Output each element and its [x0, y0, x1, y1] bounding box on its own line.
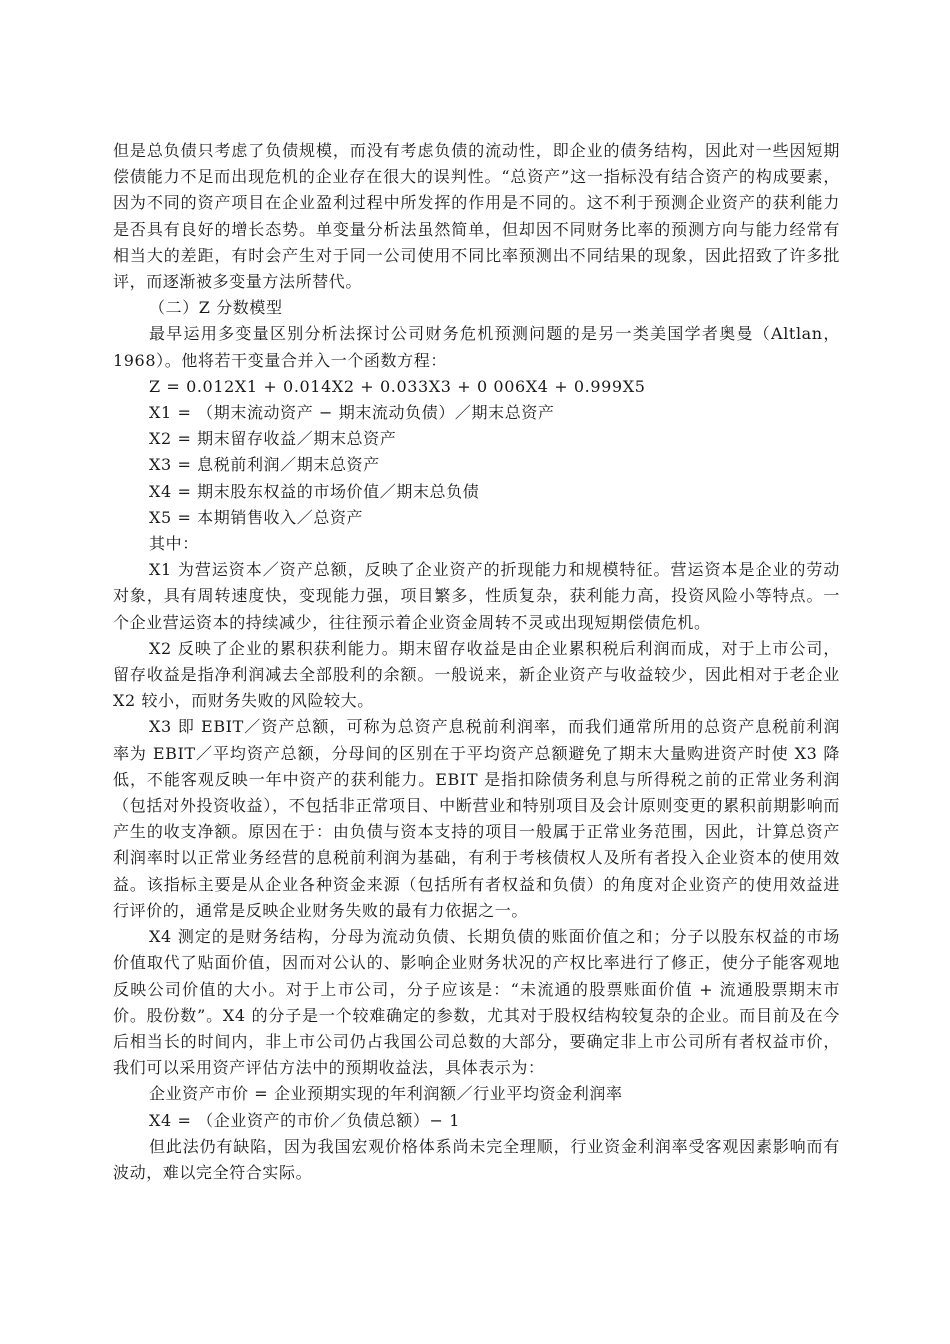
- formula-z-score: Z = 0.012X1 + 0.014X2 + 0.033X3 + 0 006X4 + 0.999X5: [149, 376, 646, 396]
- paragraph-x1-explanation: X1 为营运资本／资产总额，反映了企业资产的折现能力和规模特征。营运资本是企业的劳动对象，具有周转速度快，变现能力强，项目繁多，性质复杂，获利能力高，投资风险小等特点。一个企业营运资本的持续减少，往往预示着企业资金周转不灵或出现短期偿债危机。: [113, 560, 840, 632]
- definition-x1: X1 = （期末流动资产 − 期末流动负债）／期末总资产: [149, 403, 555, 423]
- section-heading-z-score: （二）Z 分数模型: [149, 298, 283, 318]
- formula-x4-alt: X4 = （企业资产的市价／负债总额）− 1: [149, 1110, 461, 1130]
- definition-x3: X3 = 息税前利润／期末总资产: [149, 455, 380, 475]
- document-body: [113, 138, 840, 1186]
- paragraph-total-liabilities: 但是总负债只考虑了负债规模，而没有考虑负债的流动性，即企业的债务结构，因此对一些因短期偿债能力不足而出现危机的企业存在很大的误判性。“总资产”这一指标没有结合资产的构成要素，因为不同的资产项目在企业盈利过程中所发挥的作用是不同的。这不利于预测企业资产的获利能力是否具有良好的增长态势。单变量分析法虽然简单，但却因不同财务比率的预测方向与能力经常有相当大的差距，有时会产生对于同一公司使用不同比率预测出不同结果的现象，因此招致了许多批评，而逐渐被多变量方法所替代。: [113, 141, 840, 292]
- paragraph-x4-explanation: X4 测定的是财务结构，分母为流动负债、长期负债的账面价值之和；分子以股东权益的市场价值取代了贴面价值，因而对公认的、影响企业财务状况的产权比率进行了修正，使分子能客观地反映公司价值的大小。对于上市公司，分子应该是：“未流通的股票账面价值 + 流通股票期末市价。股份数”。X4 的分子是一个较难确定的参数，尤其对于股权结构较复杂的企业。而目前及在今后相当长的时间内，非上市公司仍占我国公司总数的大部分，要确定非上市公司所有者权益市价，我们可以采用资产评估方法中的预期收益法，具体表示为：: [113, 927, 840, 1078]
- definition-x5: X5 = 本期销售收入／总资产: [149, 507, 364, 527]
- formula-market-value: 企业资产市价 = 企业预期实现的年利润额／行业平均资金利润率: [149, 1084, 623, 1104]
- paragraph-limitations: 但此法仍有缺陷，因为我国宏观价格体系尚未完全理顺，行业资金利润率受客观因素影响而有波动，难以完全符合实际。: [113, 1136, 840, 1182]
- where-label: 其中：: [149, 534, 199, 554]
- definition-x2: X2 = 期末留存收益／期末总资产: [149, 429, 397, 449]
- paragraph-altman-intro: 最早运用多变量区别分析法探讨公司财务危机预测问题的是另一类美国学者奥曼（Altlan，1968）。他将若干变量合并入一个函数方程：: [113, 324, 840, 370]
- definition-x4: X4 = 期末股东权益的市场价值／期末总负债: [149, 481, 480, 501]
- paragraph-x2-explanation: X2 反映了企业的累积获利能力。期末留存收益是由企业累积税后利润而成，对于上市公司，留存收益是指净利润减去全部股利的余额。一般说来，新企业资产与收益较少，因此相对于老企业 X2 较小，而财务失败的风险较大。: [113, 638, 840, 711]
- paragraph-x3-explanation: X3 即 EBIT／资产总额，可称为总资产息税前利润率，而我们通常所用的总资产息税前利润率为 EBIT／平均资产总额，分母间的区别在于平均资产总额避免了期末大量购进资产时使 X3 降低，不能客观反映一年中资产的获利能力。EBIT 是指扣除债务利息与所得税之前的正常业务利润（包括对外投资收益），不包括非正常项目、中断营业和特别项目及会计原则变更的累积前期影响而产生的收支净额。原因在于：由负债与资本支持的项目一般属于正常业务范围，因此，计算总资产利润率时以正常业务经营的息税前利润为基础，有利于考核债权人及所有者投入企业资本的使用效益。该指标主要是从企业各种资金来源（包括所有者权益和负债）的角度对企业资产的使用效益进行评价的，通常是反映企业财务失败的最有力依据之一。: [113, 717, 840, 920]
